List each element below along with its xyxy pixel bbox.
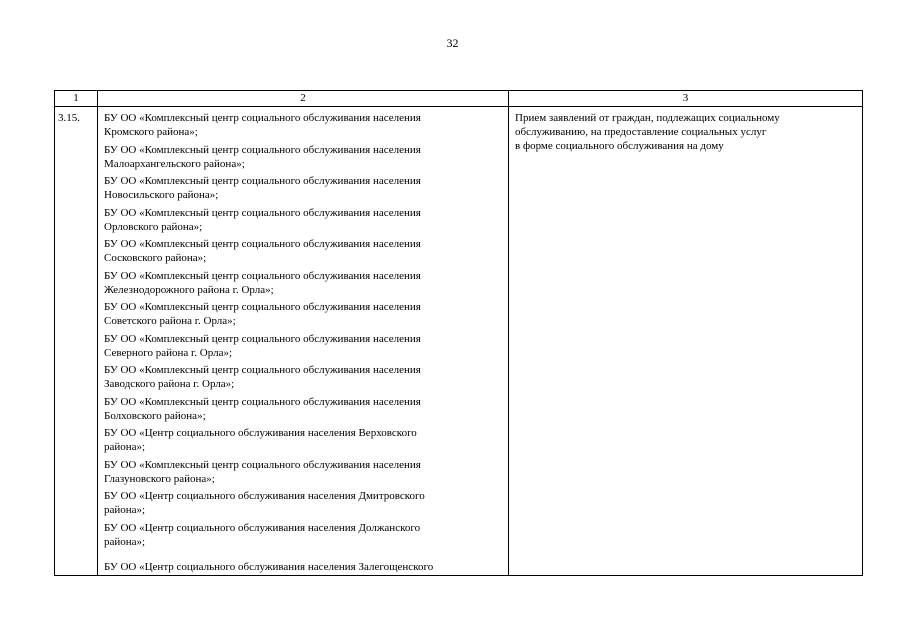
organization-entry bbox=[104, 300, 504, 328]
organization-line: Болховского района»; bbox=[104, 409, 206, 422]
organization-line: БУ ОО «Комплексный центр социального обслуживания населения bbox=[104, 458, 421, 471]
organization-line: БУ ОО «Комплексный центр социального обслуживания населения bbox=[104, 238, 421, 250]
service-line: в форме социального обслуживания на дому bbox=[515, 140, 724, 152]
organization-entry bbox=[104, 143, 504, 171]
row-number: 3.15. bbox=[55, 107, 98, 576]
organization-entry bbox=[104, 237, 504, 265]
table-header-row bbox=[55, 91, 863, 107]
organization-entry-cut-off: БУ ОО «Центр социального обслуживания населения Залегощенского bbox=[104, 560, 434, 573]
table-row bbox=[55, 107, 863, 576]
organization-line: БУ ОО «Комплексный центр социального обслуживания населения bbox=[104, 143, 421, 156]
organization-line: БУ ОО «Центр социального обслуживания населения Дмитровского bbox=[104, 490, 425, 502]
column-header-1: 1 bbox=[55, 91, 98, 107]
organization-line: БУ ОО «Комплексный центр социального обслуживания населения bbox=[104, 206, 421, 219]
organization-line: БУ ОО «Комплексный центр социального обслуживания населения bbox=[104, 301, 421, 313]
organization-line: Северного района г. Орла»; bbox=[104, 346, 233, 359]
organization-line: БУ ОО «Комплексный центр социального обслуживания населения bbox=[104, 332, 421, 345]
organization-line: Новосильского района»; bbox=[104, 189, 219, 201]
organization-line: БУ ОО «Комплексный центр социального обслуживания населения bbox=[104, 364, 421, 376]
service-description bbox=[509, 107, 863, 576]
organization-entry bbox=[104, 206, 504, 234]
organization-entry bbox=[104, 395, 504, 423]
column-header-3: 3 bbox=[509, 91, 863, 107]
organization-entry bbox=[104, 489, 504, 517]
services-table bbox=[54, 90, 863, 576]
organization-line: БУ ОО «Комплексный центр социального обслуживания населения bbox=[104, 269, 421, 282]
organization-line: Орловского района»; bbox=[104, 220, 203, 233]
column-header-2: 2 bbox=[98, 91, 509, 107]
organization-entry bbox=[104, 521, 504, 549]
organization-line: Советского района г. Орла»; bbox=[104, 315, 236, 327]
organization-entry bbox=[104, 111, 504, 139]
organization-line: Заводского района г. Орла»; bbox=[104, 378, 235, 390]
organization-line: Кромского района»; bbox=[104, 126, 198, 138]
organization-entry bbox=[104, 458, 504, 486]
organization-entry bbox=[104, 363, 504, 391]
organization-entry bbox=[104, 332, 504, 360]
organization-entry bbox=[104, 426, 504, 454]
organization-line: района»; bbox=[104, 504, 146, 516]
organization-line: Сосковского района»; bbox=[104, 252, 207, 264]
organization-line: Глазуновского района»; bbox=[104, 472, 215, 485]
organization-line: района»; bbox=[104, 441, 146, 453]
organization-entry bbox=[104, 174, 504, 202]
service-line: Прием заявлений от граждан, подлежащих социальному bbox=[515, 112, 780, 124]
organization-line: БУ ОО «Центр социального обслуживания населения Должанского bbox=[104, 521, 421, 534]
organization-line: БУ ОО «Центр социального обслуживания населения Верховского bbox=[104, 427, 417, 439]
organization-line: БУ ОО «Комплексный центр социального обслуживания населения bbox=[104, 175, 421, 187]
organization-line: Малоархангельского района»; bbox=[104, 157, 245, 170]
organization-line: БУ ОО «Комплексный центр социального обслуживания населения bbox=[104, 112, 421, 124]
organization-entry bbox=[104, 269, 504, 297]
organization-line: района»; bbox=[104, 535, 146, 548]
page-number: 32 bbox=[446, 36, 459, 50]
organization-line: БУ ОО «Комплексный центр социального обслуживания населения bbox=[104, 395, 421, 408]
organizations-cell bbox=[98, 107, 509, 576]
organization-line: Железнодорожного района г. Орла»; bbox=[104, 283, 274, 296]
service-line: обслуживанию, на предоставление социальных услуг bbox=[515, 126, 767, 138]
